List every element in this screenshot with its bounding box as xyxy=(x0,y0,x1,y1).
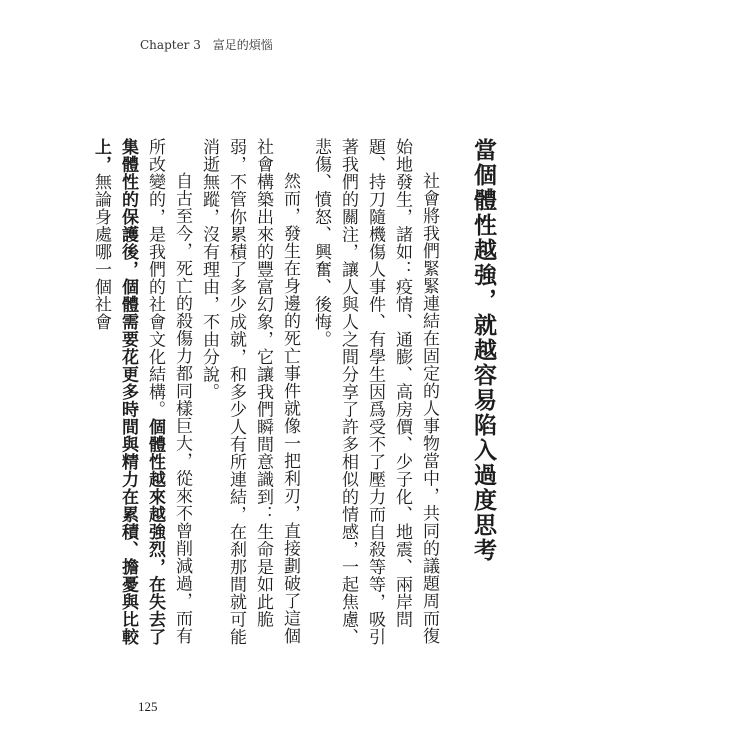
running-head xyxy=(140,36,273,53)
paragraph-3-emphasis: 個體性越來越強烈，在失去了集體性的保護後，個體需要花更多時間與精力在累積、擔憂與比較上， xyxy=(91,138,165,646)
article-body xyxy=(87,138,498,658)
paragraph-1: 社會將我們緊緊連結在固定的人事物當中，共同的議題周而復始地發生，諸如：疫情、通膨、高房價、少子化、地震、兩岸問題、持刀隨機傷人事件、有學生因爲受不了壓力而自殺等等，吸引著我們的關注，讓人與人之間分享了許多相似的情感，一起焦慮、悲傷、憤怒、興奮、後悔。 xyxy=(311,138,439,646)
page-number: 125 xyxy=(138,699,158,714)
paragraph-2: 然而，發生在身邊的死亡事件就像一把利刃，直接劃破了這個社會構築出來的豐富幻象，它讓我們瞬間意識到：生命是如此脆弱，不管你累積了多少成就，和多少人有所連結，在刹那間就可能消逝無蹤，沒有理由，不由分說。 xyxy=(199,138,300,646)
chapter-number: Chapter 3 xyxy=(140,38,201,52)
section-heading: 當個體性越強，就越容易陷入過度思考 xyxy=(470,138,496,563)
paragraph-3-part-1: 自古至今，死亡的殺傷力都同樣巨大，從來不曾削減過，而有所改變的，是我們的社會文化結構。 xyxy=(145,138,192,645)
paragraph-3-part-2: 無論身處哪一個社會 xyxy=(91,173,111,331)
chapter-title: 富足的煩惱 xyxy=(212,38,273,52)
paragraph-3 xyxy=(87,138,195,658)
